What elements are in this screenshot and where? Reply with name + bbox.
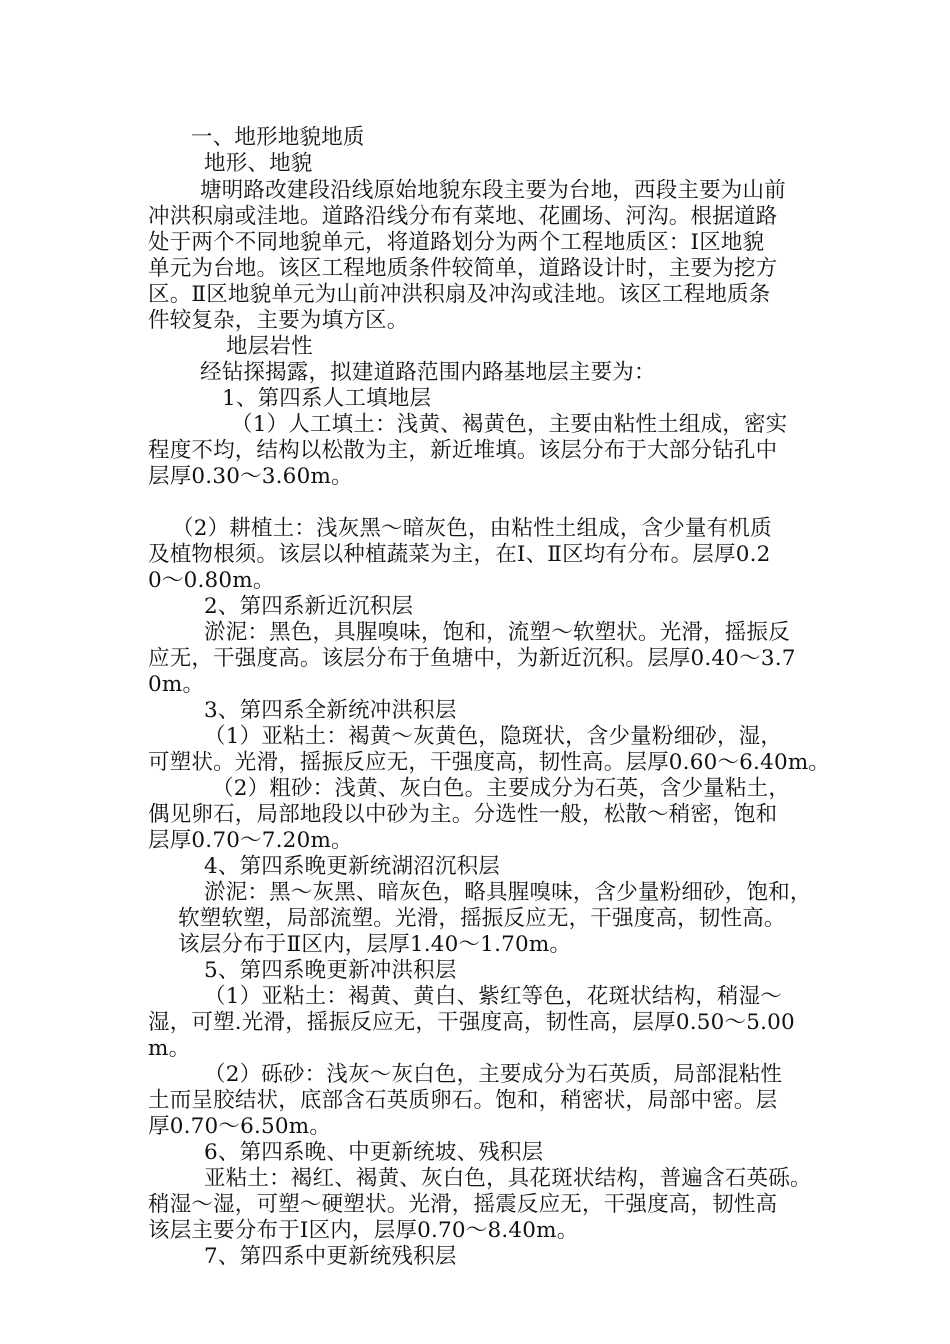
paragraph-line: （2）粗砂：浅黄、灰白色。主要成分为石英，含少量粘土， bbox=[212, 776, 791, 801]
paragraph-line: 冲洪积扇或洼地。道路沿线分布有菜地、花圃场、河沟。根据道路 bbox=[148, 204, 778, 229]
paragraph-line: 层厚0.30～3.60m。 bbox=[148, 464, 353, 489]
paragraph-line: 稍湿～湿，可塑～硬塑状。光滑，摇震反应无，干强度高，韧性高 bbox=[148, 1192, 778, 1217]
paragraph-line: 处于两个不同地貌单元，将道路划分为两个工程地质区：Ⅰ区地貌 bbox=[148, 230, 765, 255]
paragraph-line: m。 bbox=[148, 1036, 191, 1061]
paragraph-line: 程度不均，结构以松散为主，新近堆填。该层分布于大部分钻孔中 bbox=[148, 438, 778, 463]
paragraph-line: 区。Ⅱ区地貌单元为山前冲洪积扇及冲沟或洼地。该区工程地质条 bbox=[148, 282, 771, 307]
paragraph-line: 经钻探揭露，拟建道路范围内路基地层主要为： bbox=[200, 360, 656, 385]
paragraph-line: 0m。 bbox=[148, 672, 205, 697]
paragraph-line: 该层主要分布于Ⅰ区内，层厚0.70～8.40m。 bbox=[148, 1218, 579, 1243]
paragraph-line: 淤泥：黑～灰黑、暗灰色，略具腥嗅味，含少量粉细砂，饱和， bbox=[204, 880, 812, 905]
paragraph-line: 软塑软塑，局部流塑。光滑，摇振反应无，干强度高，韧性高。 bbox=[178, 906, 786, 931]
paragraph-line: 湿，可塑.光滑，摇振反应无，干强度高，韧性高，层厚0.50～5.00 bbox=[148, 1010, 795, 1035]
paragraph-line: 厚0.70～6.50m。 bbox=[148, 1114, 332, 1139]
paragraph-line: 及植物根须。该层以种植蔬菜为主，在Ⅰ、Ⅱ区均有分布。层厚0.2 bbox=[148, 542, 771, 567]
paragraph-line: （1）亚粘土：褐黄～灰黄色，隐斑状，含少量粉细砂，湿， bbox=[204, 724, 783, 749]
layer-heading: 4、第四系晚更新统湖沼沉积层 bbox=[204, 854, 500, 879]
subsection-heading: 地层岩性 bbox=[226, 334, 313, 359]
paragraph-line: 层厚0.70～7.20m。 bbox=[148, 828, 353, 853]
layer-heading: 2、第四系新近沉积层 bbox=[204, 594, 414, 619]
paragraph-line: 单元为台地。该区工程地质条件较简单，道路设计时，主要为挖方 bbox=[148, 256, 778, 281]
paragraph-line: 件较复杂，主要为填方区。 bbox=[148, 308, 409, 333]
layer-heading: 5、第四系晚更新冲洪积层 bbox=[204, 958, 457, 983]
layer-heading: 3、第四系全新统冲洪积层 bbox=[204, 698, 457, 723]
paragraph-line: （2）耕植土：浅灰黑～暗灰色，由粘性土组成，含少量有机质 bbox=[172, 516, 772, 541]
layer-heading: 1、第四系人工填地层 bbox=[222, 386, 432, 411]
paragraph-line: 土而呈胶结状，底部含石英质卵石。饱和，稍密状，局部中密。层 bbox=[148, 1088, 778, 1113]
paragraph-line: （2）砾砂：浅灰～灰白色，主要成分为石英质，局部混粘性 bbox=[204, 1062, 783, 1087]
paragraph-line: （1）亚粘土：褐黄、黄白、紫红等色，花斑状结构，稍湿～ bbox=[204, 984, 783, 1009]
paragraph-line: 可塑状。光滑，摇振反应无，干强度高，韧性高。层厚0.60～6.40m。 bbox=[148, 750, 831, 775]
layer-heading: 6、第四系晚、中更新统坡、残积层 bbox=[204, 1140, 544, 1165]
paragraph-line: 淤泥：黑色，具腥嗅味，饱和，流塑～软塑状。光滑，摇振反 bbox=[204, 620, 790, 645]
paragraph-line: （1）人工填土：浅黄、褐黄色，主要由粘性土组成，密实 bbox=[231, 412, 788, 437]
layer-heading: 7、第四系中更新统残积层 bbox=[204, 1244, 457, 1269]
paragraph-line: 0～0.80m。 bbox=[148, 568, 275, 593]
section-heading: 一、地形地貌地质 bbox=[191, 125, 365, 150]
paragraph-line: 偶见卵石，局部地段以中砂为主。分选性一般，松散～稍密，饱和 bbox=[148, 802, 778, 827]
paragraph-line: 该层分布于Ⅱ区内，层厚1.40～1.70m。 bbox=[178, 932, 572, 957]
paragraph-line: 塘明路改建段沿线原始地貌东段主要为台地，西段主要为山前 bbox=[200, 178, 786, 203]
paragraph-line: 亚粘土：褐红、褐黄、灰白色，具花斑状结构，普遍含石英砾。 bbox=[204, 1166, 812, 1191]
paragraph-line: 应无，干强度高。该层分布于鱼塘中，为新近沉积。层厚0.40～3.7 bbox=[148, 646, 796, 671]
subsection-heading: 地形、地貌 bbox=[204, 151, 313, 176]
